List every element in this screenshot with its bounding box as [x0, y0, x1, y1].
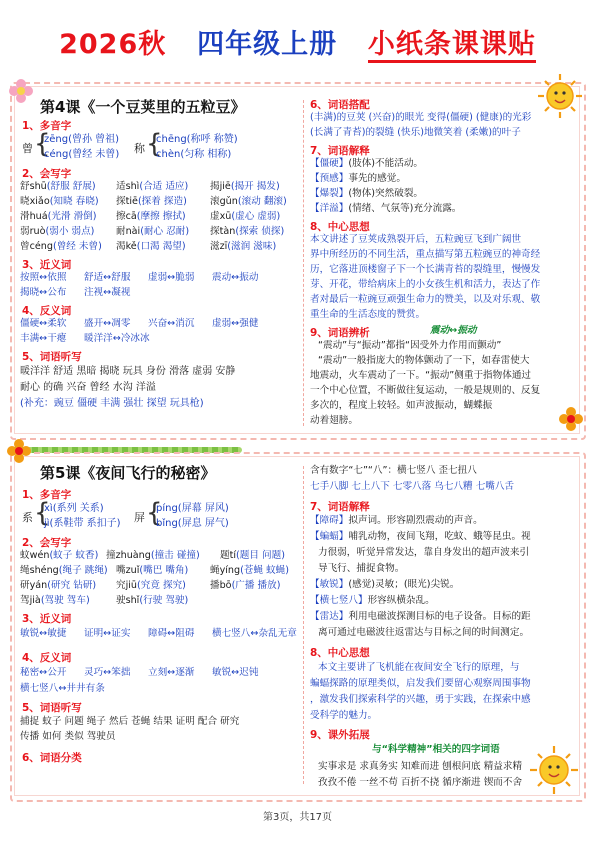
classify-line: 七手八脚 七上八下 七零八落 乌七八糟 七嘴八舌 — [310, 481, 515, 492]
writing-row: 研yán(研究 钻研) 究jiū(究竟 探究) 播bō(广播 播放) — [20, 580, 281, 591]
polyphonic-char: 屏 — [134, 511, 145, 524]
brace-icon: { — [34, 129, 51, 159]
lesson4-dictation-heading: 5、词语听写 — [22, 351, 82, 363]
lesson4-writing-heading: 2、会写字 — [22, 168, 72, 180]
polyphonic-reading: xì(系列 关系) — [44, 503, 104, 514]
lesson5-polyphonic-heading: 1、多音字 — [22, 489, 72, 501]
lesson4-antonym-heading: 4、反义词 — [22, 305, 72, 317]
extension-line: 孜孜不倦 一丝不苟 百折不挠 循序渐进 锲而不舍 — [318, 777, 523, 788]
explain-line: 【敏锐】(感觉)灵敏；(眼光)尖锐。 — [310, 579, 460, 590]
polyphonic-reading: céng(曾经 未曾) — [44, 149, 120, 160]
brace-icon: { — [34, 498, 51, 528]
dictation-line: 耐心 的确 兴奋 曾经 水沟 洋溢 — [20, 382, 156, 393]
polyphonic-reading: chēng(称呼 称赞) — [156, 134, 238, 145]
brace-icon: { — [146, 129, 163, 159]
lesson4-analysis-heading: 9、词语辨析 — [310, 327, 370, 339]
lesson4-theme-heading: 8、中心思想 — [310, 221, 370, 233]
writing-row: 弱ruò(弱小 弱点) 耐nài(耐心 忍耐) 探tàn(探索 侦探) — [20, 226, 285, 237]
lesson5-antonym-heading: 4、反义词 — [22, 652, 72, 664]
lesson4-title: 第4课《一个豆荚里的五粒豆》 — [40, 98, 246, 116]
synonym-row: 揭晓↔公布 注视↔凝视 — [20, 287, 131, 298]
theme-line: 芽、开花，带给病床上的小女孩生机和活力，表达了作 — [310, 279, 541, 290]
synonym-row: 按照↔依照 舒适↔舒服 虚弱↔脆弱 震动↔振动 — [20, 272, 259, 283]
dictation-line: 传播 如何 类似 驾驶员 — [20, 731, 116, 742]
writing-row: 晓xiǎo(知晓 春晓) 探tiē(探着 探造) 滚gǔn(滚动 翻滚) — [20, 196, 287, 207]
explain-line: 【僵硬】(肢体)不能活动。 — [310, 158, 424, 169]
lesson5-classify-heading: 6、词语分类 — [22, 752, 82, 764]
column-divider — [303, 466, 304, 784]
antonym-row: 丰满↔干瘪 暖洋洋↔冷冰冰 — [20, 333, 150, 344]
analysis-line: 一个中心位置，不断做往复运动，一般是规则的、反复 — [310, 385, 541, 396]
writing-row: 滑huá(光滑 滑倒) 擦cā(摩擦 擦拭) 虚xū(虚心 虚弱) — [20, 211, 281, 222]
explain-line: 【预感】事先的感觉。 — [310, 173, 406, 184]
lesson4-polyphonic-heading: 1、多音字 — [22, 120, 72, 132]
explain-line: 导飞行、捕捉食物。 — [318, 563, 405, 574]
sun-icon — [528, 744, 580, 796]
writing-row: 曾céng(曾经 未曾) 渴kě(口渴 渴望) 滋zī(滋润 滋味) — [20, 241, 277, 252]
analysis-line: 地震动，火车震动了一下。“振动”侧重于指物体通过 — [310, 370, 532, 381]
explain-line: 【雷达】利用电磁波探测目标的电子设备。目标的距 — [310, 611, 531, 622]
lesson5-theme-heading: 8、中心思想 — [310, 647, 370, 659]
lesson5-writing-list — [20, 549, 289, 609]
lesson5-extension-heading: 9、课外拓展 — [310, 729, 370, 741]
antonym-row: 僵硬↔柔软 盛开↔凋零 兴奋↔消沉 虚弱↔强健 — [20, 318, 259, 329]
theme-line: 界中所经历的不同生活，重点描写第五粒豌豆的神奇经 — [310, 249, 541, 260]
dictation-line: 捕捉 蚊子 问题 绳子 然后 苍蝇 结果 证明 配合 研究 — [20, 716, 240, 727]
lesson5-writing-heading: 2、会写字 — [22, 537, 72, 549]
flower-icon — [6, 76, 36, 106]
polyphonic-reading: bǐng(屏息 屏气) — [156, 518, 229, 529]
antonym-row: 秘密↔公开 灵巧↔笨拙 立刻↔逐渐 敏锐↔迟钝 — [20, 667, 259, 678]
explain-line: 离可通过电磁波往返雷达与目标之间的时间测定。 — [318, 627, 530, 638]
explain-line: 【爆裂】(物体)突然破裂。 — [310, 188, 424, 199]
extension-line: 实事求是 求真务实 知难而进 刨根问底 精益求精 — [318, 761, 523, 772]
analysis-line: “震动”与“振动”都指“因受外力作用而颤动” — [318, 340, 502, 351]
brace-icon: { — [146, 498, 163, 528]
sun-icon — [536, 72, 584, 120]
lesson5-explain-heading: 7、词语解释 — [310, 501, 370, 513]
lesson4-synonym-heading: 3、近义词 — [22, 259, 72, 271]
theme-line: ，激发我们探索科学的兴趣，勇于实践，在探索中感 — [310, 694, 531, 705]
dictation-supplement: (补充：豌豆 僵硬 丰满 强壮 探望 玩具枪) — [20, 398, 204, 409]
polyphonic-reading: zēng(曾孙 曾祖) — [44, 134, 120, 145]
classify-line: 含有数字“七”“八”：横七竖八 歪七扭八 — [310, 465, 477, 476]
theme-line: 历，它落进顶楼窗子下一个长满青苔的裂缝里，慢慢发 — [310, 264, 541, 275]
page-title — [0, 22, 595, 61]
antonym-row: 横七竖八↔井井有条 — [20, 683, 105, 694]
theme-line: 重生命的生活态度的赞赏。 — [310, 309, 426, 320]
column-divider — [303, 100, 304, 426]
analysis-line: “震动”一般指庞大的物体颤动了一下，如春雷使大 — [318, 355, 530, 366]
extension-title: 与“科学精神”相关的四字词语 — [372, 744, 500, 755]
theme-line: 蝙蝠探路的原理类似，启发我们要留心观察周围事物 — [310, 678, 531, 689]
theme-line: 本文主要讲了飞机能在夜间安全飞行的原理，与 — [318, 662, 520, 673]
explain-line: 【横七竖八】形容纵横杂乱。 — [310, 595, 435, 606]
page-number: 第3页，共17页 — [262, 812, 333, 823]
collocation-line: (丰满)的豆荚 (兴奋)的眼光 变得(僵硬) (健康)的光彩 — [310, 112, 532, 123]
lesson5-dictation-heading: 5、词语听写 — [22, 702, 82, 714]
analysis-line: 动着翅膀。 — [310, 415, 358, 426]
polyphonic-char: 称 — [134, 142, 145, 155]
explain-line: 【障碍】拟声词。形容剧烈震动的声音。 — [310, 515, 483, 526]
synonym-row: 敏锐↔敏捷 证明↔证实 障碍↔阻碍 横七竖八↔杂乱无章 — [20, 628, 297, 639]
explain-line: 【洋溢】(情绪、气氛等)充分流露。 — [310, 203, 462, 214]
analysis-tag: 震动↔振动 — [430, 325, 477, 336]
writing-row: 舒shū(舒服 舒展) 适shì(合适 适应) 揭jiē(揭开 揭发) — [20, 181, 280, 192]
writing-row: 绳shéng(绳子 跳绳) 嘴zuǐ(嘴巴 嘴角) 蝇yíng(苍蝇 蚊蝇) — [20, 565, 290, 576]
explain-line: 【蝙蝠】哺乳动物，夜间飞翔，吃蚊、蛾等昆虫。视 — [310, 531, 531, 542]
polyphonic-reading: chèn(匀称 相称) — [156, 149, 232, 160]
lesson4-explain-heading: 7、词语解释 — [310, 145, 370, 157]
writing-row: 蚊wén(蚊子 蚊香) 撞zhuàng(撞击 碰撞) 题tí(题目 问题) — [20, 550, 285, 561]
flower-icon — [4, 436, 34, 466]
writing-row: 驾jià(驾驶 驾车) 驶shǐ(行驶 驾驶) — [20, 595, 189, 606]
lesson5-synonym-heading: 3、近义词 — [22, 613, 72, 625]
explain-line: 力很弱，听觉异常发达，靠自身发出的超声波来引 — [318, 547, 530, 558]
analysis-line: 多次的，程度上较轻。如声波振动，蝴蝶振 — [310, 400, 493, 411]
title-year: 2026秋 — [59, 29, 167, 60]
title-subtitle: 小纸条课课贴 — [368, 29, 536, 63]
polyphonic-reading: jì(系鞋带 系扣子) — [44, 518, 121, 529]
theme-line: 者对最后一粒豌豆顽强生命力的赞美，以及对乐观、敬 — [310, 294, 541, 305]
polyphonic-reading: píng(屏幕 屏风) — [156, 503, 229, 514]
polyphonic-char: 曾 — [22, 142, 33, 155]
theme-line: 本文讲述了豆荚成熟裂开后，五粒豌豆飞到广阔世 — [310, 234, 522, 245]
lesson4-writing-list — [20, 180, 287, 255]
title-grade: 四年级上册 — [197, 29, 338, 60]
collocation-line: (长满了青苔)的裂缝 (快乐)地微笑着 (柔嫩)的叶子 — [310, 127, 521, 138]
lesson5-title: 第5课《夜间飞行的秘密》 — [40, 464, 216, 482]
lesson4-collocation-heading: 6、词语搭配 — [310, 99, 370, 111]
polyphonic-char: 系 — [22, 511, 33, 524]
dictation-line: 暖洋洋 舒适 黑暗 揭晓 玩具 身份 滑落 虚弱 安静 — [20, 366, 236, 377]
flower-icon — [556, 404, 586, 434]
theme-line: 受科学的魅力。 — [310, 710, 378, 721]
